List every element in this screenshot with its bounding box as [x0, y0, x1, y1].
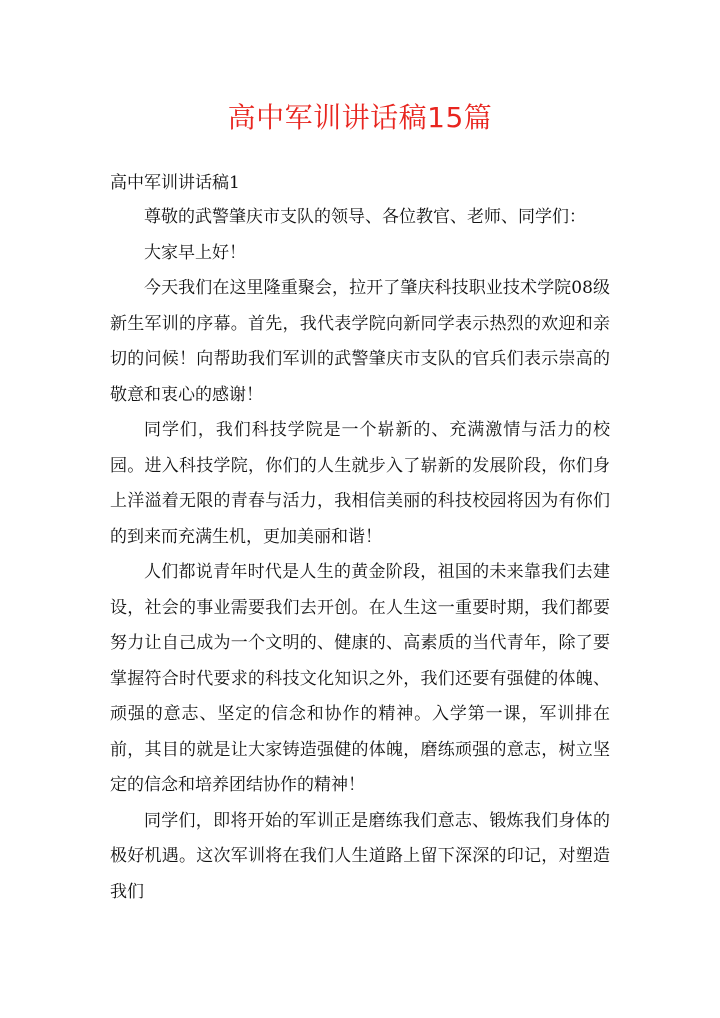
paragraph-salutation: 尊敬的武警肇庆市支队的领导、各位教官、老师、同学们： — [144, 207, 586, 227]
paragraph-opening: 今天我们在这里隆重聚会，拉开了肇庆科技职业技术学院08级新生军训的序幕。首先，我代表学院向新同学表示热烈的欢迎和亲切的问候！向帮助我们军训的武警肇庆市支队的官兵们表示崇高的敬意和衷心的感谢！ — [110, 278, 610, 405]
document-body — [110, 200, 610, 910]
document-title: 高中军训讲话稿15篇 — [227, 101, 493, 134]
paragraph-youth: 人们都说青年时代是人生的黄金阶段，祖国的未来靠我们去建设，社会的事业需要我们去开创。在人生这一重要时期，我们都要努力让自己成为一个文明的、健康的、高素质的当代青年，除了要掌握符合时代要求的科技文化知识之外，我们还要有强健的体魄、顽强的意志、坚定的信念和协作的精神。入学第一课，军训排在前，其目的就是让大家铸造强健的体魄，磨练顽强的意志，树立坚定的信念和培养团结协作的精神！ — [110, 562, 610, 795]
paragraph-training: 同学们，即将开始的军训正是磨练我们意志、锻炼我们身体的极好机遇。这次军训将在我们人生道路上留下深深的印记，对塑造我们 — [110, 810, 610, 902]
section-heading: 高中军训讲话稿1 — [110, 173, 240, 193]
paragraph-greeting: 大家早上好！ — [144, 242, 246, 263]
paragraph-campus: 同学们，我们科技学院是一个崭新的、充满激情与活力的校园。进入科技学院，你们的人生就步入了崭新的发展阶段，你们身上洋溢着无限的青春与活力，我相信美丽的科技校园将因为有你们的到来而充满生机，更加美丽和谐！ — [110, 420, 610, 547]
